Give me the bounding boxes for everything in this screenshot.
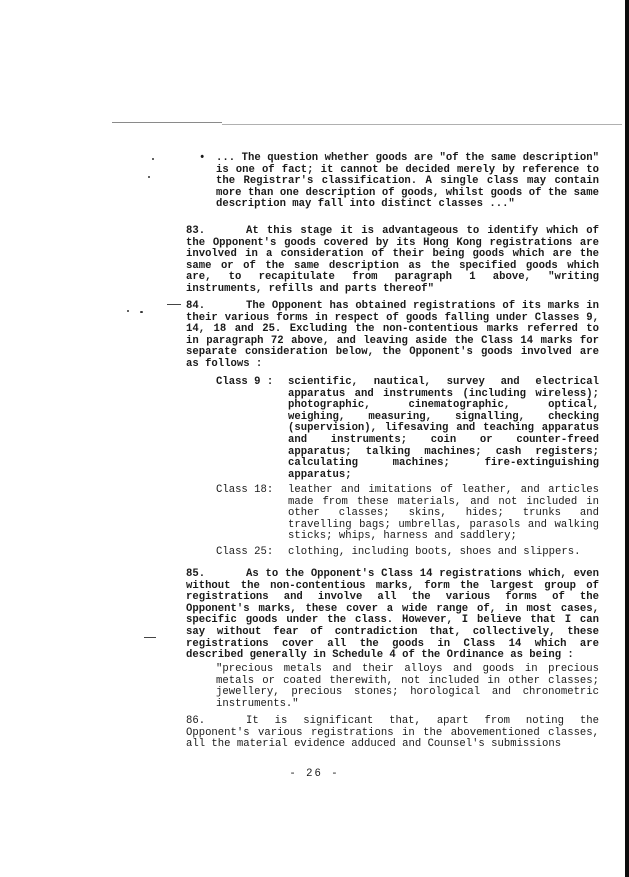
paragraph-86 xyxy=(186,716,599,751)
paragraph-number: 83. xyxy=(186,225,206,237)
paragraph-body: At this stage it is advantageous to identify which of the Opponent's goods covered by its Hong Kong registrations are involved in a consideration of their being goods which are the same or of the same description as the specified goods which are, to recapitulate from paragraph 1 above, "writing instruments, refills and parts thereof" xyxy=(186,225,599,295)
scan-rule-left xyxy=(112,122,222,123)
paragraph-number: 86. xyxy=(186,715,206,727)
class-description: clothing, including boots, shoes and slippers. xyxy=(288,546,581,558)
class-description: scientific, nautical, survey and electrical apparatus and instruments (including wireless); photographic, cinematographic, optical, weighing, measuring, signalling, checking (supervision), lifesaving and teaching apparatus and instruments; coin or counter-freed apparatus; talking machines; cash registers; calculating machines; fire-extinguishing apparatus; xyxy=(288,376,599,481)
paragraph-number: 85. xyxy=(186,568,206,580)
class-label: Class 25: xyxy=(216,546,274,558)
class-label: Class 18: xyxy=(216,484,274,496)
quote-bullet: • xyxy=(199,152,206,164)
scan-speck xyxy=(152,158,154,160)
paragraph-body: It is significant that, apart from noting the Opponent's various registrations in the abovementioned classes, all the material evidence adduced and Counsel's submissions xyxy=(186,715,599,751)
quote-passage: ... The question whether goods are "of the same description" is one of fact; it cannot be decided merely by reference to the Registrar's classification. A single class may contain more than one description of goods, whilst goods of the same description may fall into distinct classes ..." xyxy=(216,152,599,211)
page-number: - 26 - xyxy=(289,768,340,780)
margin-dash xyxy=(144,637,156,638)
paragraph-85 xyxy=(186,569,599,662)
paragraph-body: The Opponent has obtained registrations of its marks in their various forms in respect of goods falling under Classes 9, 14, 18 and 25. Excluding the non-contentious marks referred to in paragraph 72 above, and leaving aside the Class 14 marks for separate consideration below, the Opponent's goods involved are as follows : xyxy=(186,300,599,370)
class-label: Class 9 : xyxy=(216,376,274,388)
scan-edge-shadow xyxy=(625,0,629,877)
schedule-quote: "precious metals and their alloys and goods in precious metals or coated therewith, not included in other classes; jewellery, precious stones; horological and chronometric instruments." xyxy=(216,663,599,710)
paragraph-84 xyxy=(186,301,599,371)
class-description: leather and imitations of leather, and articles made from these materials, and not included in other classes; skins, hides; trunks and travelling bags; umbrellas, parasols and walking sticks; whips, harness and saddlery; xyxy=(288,484,599,543)
paragraph-number: 84. xyxy=(186,300,206,312)
scan-speck xyxy=(148,176,150,178)
paragraph-83 xyxy=(186,226,599,296)
paragraph-body: As to the Opponent's Class 14 registrations which, even without the non-contentious marks, form the largest group of registrations and involve all the various forms of the Opponent's marks, these cover a wide range of, in most cases, specific goods under the class. However, I believe that I can say without fear of contradiction that, collectively, these registrations cover all the goods in Class 14 which are described generally in Schedule 4 of the Ordinance as being : xyxy=(186,568,599,662)
scan-rule-right xyxy=(222,124,622,125)
